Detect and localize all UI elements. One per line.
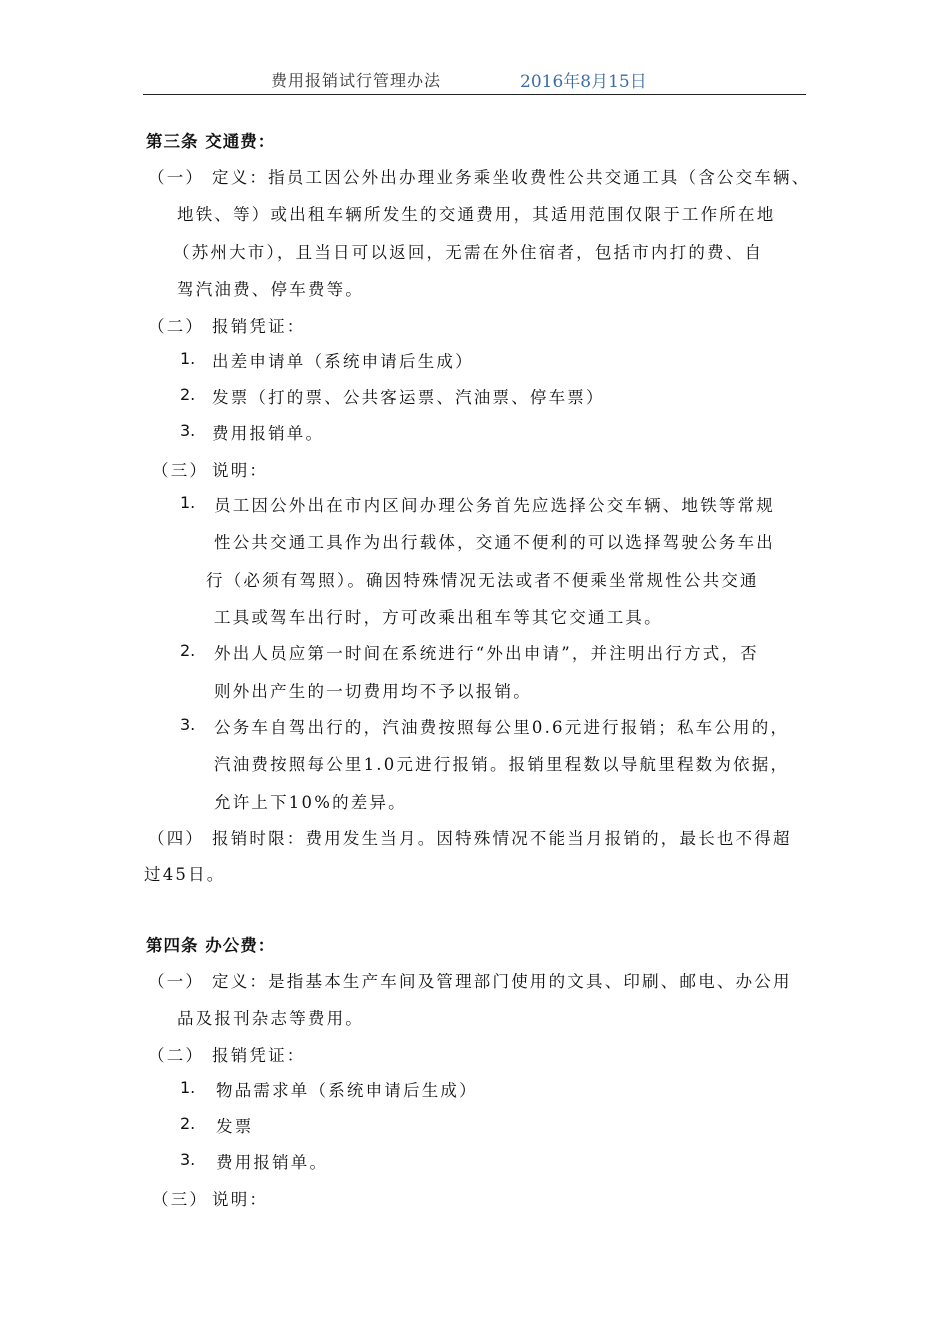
list-item-line: 行（必须有驾照）。确因特殊情况无法或者不便乘坐常规性公共交通 bbox=[206, 571, 759, 590]
article3-s1-line: （苏州大市），且当日可以返回，无需在外住宿者，包括市内打的费、自 bbox=[173, 243, 764, 262]
article4-s1-line: 定义：是指基本生产车间及管理部门使用的文具、印刷、邮电、办公用 bbox=[212, 972, 792, 991]
article3-s1-line: 驾汽油费、停车费等。 bbox=[177, 280, 364, 299]
article4-s3-label: 说明： bbox=[212, 1190, 269, 1209]
article4-s3-marker: （三） bbox=[152, 1190, 209, 1209]
list-number: 2. bbox=[180, 641, 196, 660]
article4-s1-marker: （一） bbox=[148, 972, 205, 991]
list-item-line: 允许上下10%的差异。 bbox=[214, 793, 407, 812]
list-number: 3. bbox=[180, 715, 196, 734]
list-item: 出差申请单（系统申请后生成） bbox=[212, 352, 474, 371]
article3-s1-line: 地铁、等）或出租车辆所发生的交通费用，其适用范围仅限于工作所在地 bbox=[177, 205, 776, 224]
article3-s4-line: 报销时限：费用发生当月。因特殊情况不能当月报销的，最长也不得超 bbox=[212, 829, 792, 848]
article4-heading: 第四条 办公费： bbox=[146, 936, 276, 955]
list-item: 费用报销单。 bbox=[216, 1153, 329, 1172]
article3-s3-marker: （三） bbox=[152, 461, 209, 480]
list-number: 3. bbox=[180, 421, 196, 440]
list-number: 1. bbox=[180, 349, 196, 368]
list-number: 3. bbox=[180, 1150, 196, 1169]
list-item: 发票 bbox=[216, 1117, 254, 1136]
list-item-line: 员工因公外出在市内区间办理公务首先应选择公交车辆、地铁等常规 bbox=[214, 496, 775, 515]
article3-s4-marker: （四） bbox=[148, 829, 205, 848]
list-number: 1. bbox=[180, 493, 196, 512]
list-item: 物品需求单（系统申请后生成） bbox=[216, 1081, 478, 1100]
list-item-line: 则外出产生的一切费用均不予以报销。 bbox=[214, 682, 532, 701]
article3-s1-marker: （一） bbox=[148, 168, 205, 187]
article4-s2-label: 报销凭证： bbox=[212, 1046, 306, 1065]
article4-s1-line: 品及报刊杂志等费用。 bbox=[177, 1009, 364, 1028]
header-date: 2016年8月15日 bbox=[520, 72, 647, 92]
list-item: 发票（打的票、公共客运票、汽油票、停车票） bbox=[212, 388, 605, 407]
page-header bbox=[143, 66, 806, 95]
list-item-line: 外出人员应第一时间在系统进行“外出申请”，并注明出行方式，否 bbox=[214, 644, 759, 663]
list-item: 费用报销单。 bbox=[212, 424, 325, 443]
list-number: 1. bbox=[180, 1078, 196, 1097]
article3-s2-label: 报销凭证： bbox=[212, 317, 306, 336]
header-title: 费用报销试行管理办法 bbox=[271, 71, 442, 90]
list-item-line: 汽油费按照每公里1.0元进行报销。报销里程数以导航里程数为依据， bbox=[214, 755, 790, 774]
list-item-line: 性公共交通工具作为出行载体，交通不便利的可以选择驾驶公务车出 bbox=[214, 533, 775, 552]
article3-s2-marker: （二） bbox=[148, 317, 205, 336]
list-number: 2. bbox=[180, 385, 196, 404]
list-number: 2. bbox=[180, 1114, 196, 1133]
article3-s1-line: 定义：指员工因公外出办理业务乘坐收费性公共交通工具（含公交车辆、 bbox=[212, 168, 811, 187]
article3-s4-line: 过45日。 bbox=[144, 865, 226, 884]
article3-s3-label: 说明： bbox=[212, 461, 269, 480]
article3-heading: 第三条 交通费： bbox=[146, 132, 276, 151]
list-item-line: 工具或驾车出行时，方可改乘出租车等其它交通工具。 bbox=[214, 608, 663, 627]
article4-s2-marker: （二） bbox=[148, 1046, 205, 1065]
list-item-line: 公务车自驾出行的，汽油费按照每公里0.6元进行报销；私车公用的， bbox=[214, 718, 790, 737]
